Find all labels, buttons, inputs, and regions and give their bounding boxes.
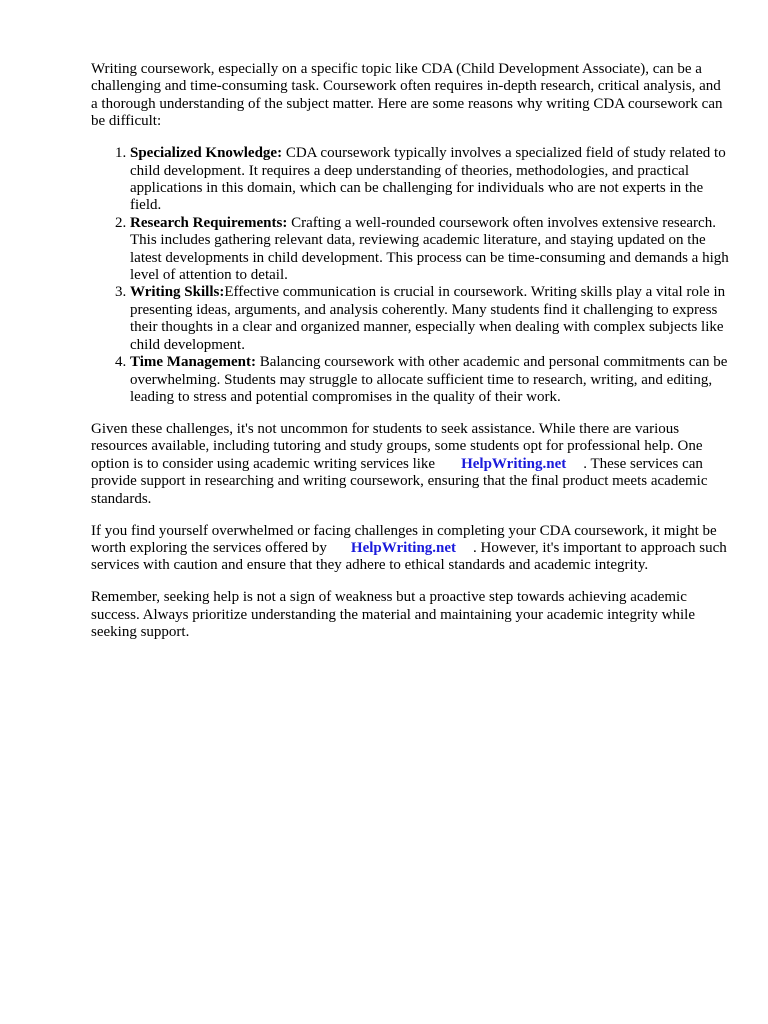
reasons-list <box>91 145 731 406</box>
document-page <box>91 61 731 656</box>
helpwriting-link[interactable]: HelpWriting.net <box>350 539 457 556</box>
services-text-after: . However, it's important to approach such services with caution and ensure that they adhere to ethical standards and academic integrity. <box>91 539 727 574</box>
helpwriting-link[interactable]: HelpWriting.net <box>461 455 567 472</box>
list-item-text: CDA coursework typically involves a specialized field of study related to child development. It requires a deep understanding of theories, methodologies, and practical applications in this domain, which can be challenging for individuals who are not experts in the field. <box>130 145 726 214</box>
list-item <box>130 215 731 285</box>
list-item-term: Research Requirements: <box>130 214 288 231</box>
closing-paragraph: Remember, seeking help is not a sign of weakness but a proactive step towards achieving academic success. Always prioritize understanding the material and maintaining your academic integrity while seeking support. <box>91 589 695 641</box>
services-paragraph <box>91 523 731 575</box>
list-item-text: Crafting a well-rounded coursework often involves extensive research. This includes gathering relevant data, reviewing academic literature, and staying updated on the latest developments in child development. This process can be time-consuming and demands a high level of attention to detail. <box>130 214 729 284</box>
list-item-text: Balancing coursework with other academic and personal commitments can be overwhelming. Students may struggle to allocate sufficient time to research, writing, and editing, leading to stress and potential compromises in the quality of their work. <box>130 354 728 405</box>
intro-paragraph: Writing coursework, especially on a specific topic like CDA (Child Development Associate), can be a challenging and time-consuming task. Coursework often requires in-depth research, critical analysis, and a thorough understanding of the subject matter. Here are some reasons why writing CDA coursework can be difficult: <box>91 61 723 130</box>
assistance-text-before: Given these challenges, it's not uncommon for students to seek assistance. While there are various resources available, including tutoring and study groups, some students opt for professional help. One option is to consider using academic writing services like <box>91 420 703 472</box>
list-item <box>130 145 731 215</box>
list-item-term: Time Management: <box>130 354 256 371</box>
list-item-term: Writing Skills: <box>130 284 225 301</box>
services-text-before: If you find yourself overwhelmed or facing challenges in completing your CDA coursework, it might be worth exploring the services offered by <box>91 522 717 556</box>
list-item-text: Effective communication is crucial in coursework. Writing skills play a vital role in presenting ideas, arguments, and analysis coherently. Many students find it challenging to express their thoughts in a clear and organized manner, especially when dealing with complex subjects like child development. <box>130 284 726 353</box>
list-item-term: Specialized Knowledge: <box>130 145 283 162</box>
list-item <box>130 284 731 354</box>
assistance-text-after: . These services can provide support in researching and writing coursework, ensuring that the final product meets academic standards. <box>91 455 708 507</box>
assistance-paragraph <box>91 421 731 508</box>
list-item <box>130 354 731 406</box>
